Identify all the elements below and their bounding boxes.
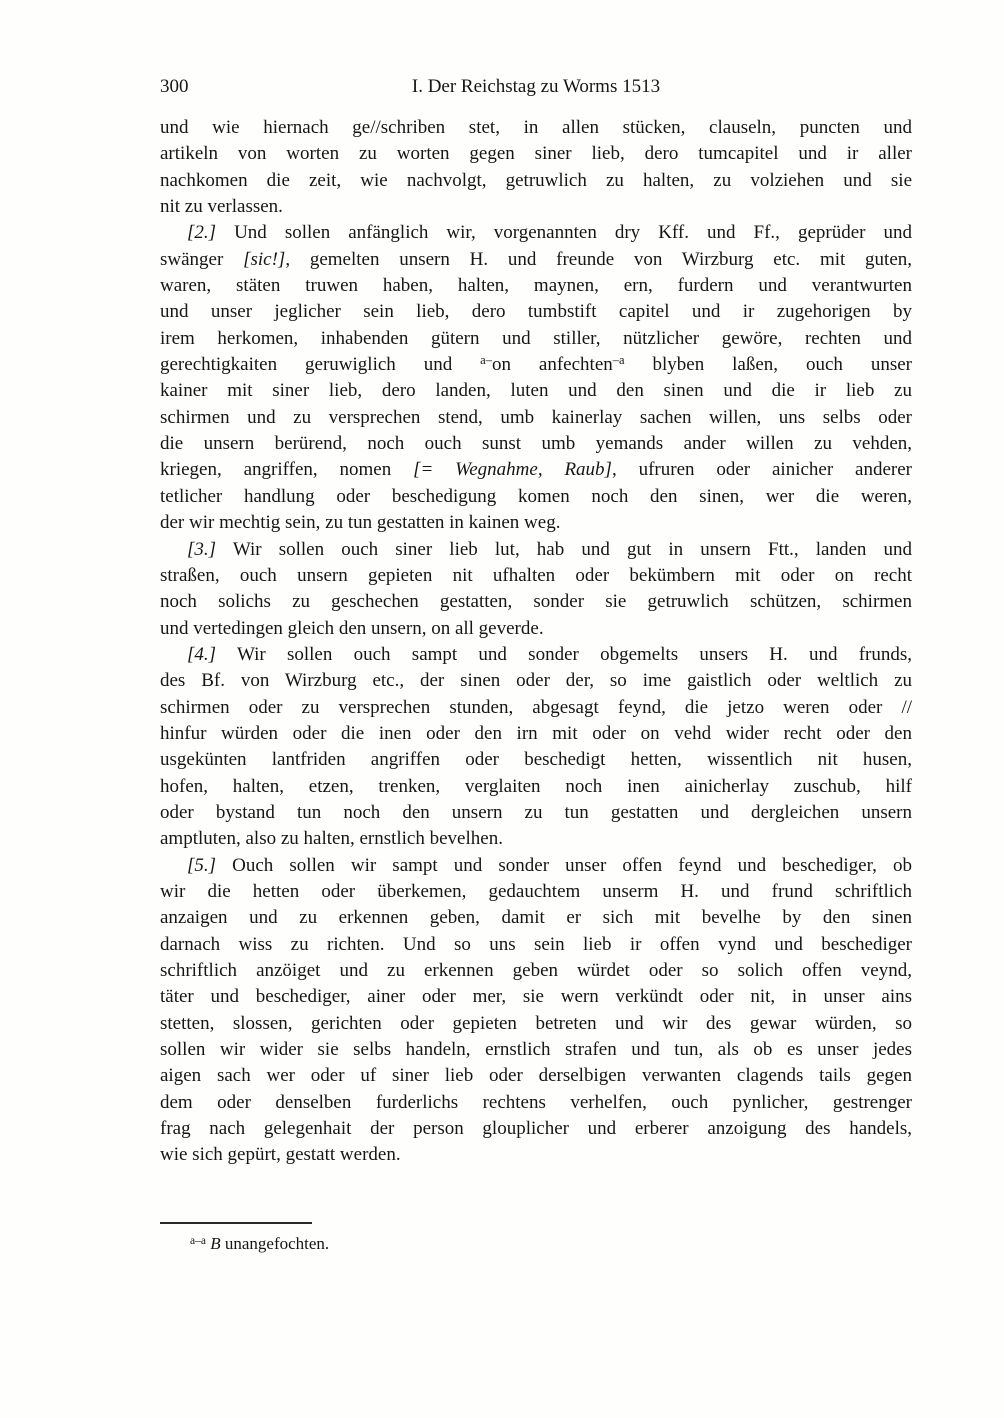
text-segment: [= Wegnahme, Raub]: [413, 459, 612, 481]
body-text: [160, 115, 912, 1169]
text-line: [160, 1090, 912, 1116]
text-segment: aigen sach wer oder uf siner lieb oder derselbigen verwanten clagends tails gegen: [160, 1065, 912, 1087]
text-segment: die unsern berürend, noch ouch sunst umb yemands ander willen zu vehden,: [160, 433, 912, 455]
text-line: [160, 642, 912, 668]
text-line: [160, 721, 912, 747]
text-segment: [2.]: [187, 222, 217, 244]
footnote-text: [160, 1232, 912, 1256]
text-segment: stetten, slossen, gerichten oder gepieten betreten und wir des gewar würden, so: [160, 1012, 912, 1034]
text-segment: Ouch sollen wir sampt und sonder unser offen feynd und beschediger, ob: [216, 854, 912, 876]
text-segment: und unser jeglicher sein lieb, dero tumbstift capitel und ir zugehorigen by: [160, 301, 912, 323]
text-segment: straßen, ouch unsern gepieten nit ufhalten oder bekümbern mit oder on recht: [160, 564, 912, 586]
page-number: 300: [160, 76, 189, 97]
text-line: [160, 352, 912, 378]
text-segment: unangefochten.: [220, 1233, 330, 1253]
apparatus-siglum: a–a: [190, 1234, 206, 1247]
text-line: [160, 273, 912, 299]
text-line: [160, 616, 912, 642]
text-segment: darnach wiss zu richten. Und so uns sein lieb ir offen vynd und beschediger: [160, 933, 912, 955]
text-segment: kriegen, angriffen, nomen: [160, 459, 414, 481]
text-line: [160, 220, 912, 246]
text-line: [160, 299, 912, 325]
text-segment: wir die hetten oder überkemen, gedauchtem unserm H. und frund schriftlich: [160, 880, 912, 902]
text-segment: [4.]: [187, 643, 217, 665]
text-line: [160, 905, 912, 931]
text-line: [160, 1142, 912, 1168]
running-title: I. Der Reichstag zu Worms 1513: [411, 76, 661, 97]
text-line: [160, 958, 912, 984]
text-line: [160, 932, 912, 958]
text-segment: , ufruren oder ainicher anderer: [611, 459, 913, 481]
text-segment: on anfechten: [491, 354, 613, 376]
text-segment: gerechtigkaiten geruwiglich und: [160, 354, 481, 376]
text-segment: sollen wir wider sie selbs handeln, ernstlich strafen und tun, als ob es unser jedes: [160, 1039, 912, 1061]
text-line: [160, 1116, 912, 1142]
text-line: [160, 774, 912, 800]
text-segment: Und sollen anfänglich wir, vorgenannten dry Kff. und Ff., geprüder und: [216, 222, 912, 244]
text-segment: kainer mit siner lieb, dero landen, luten und den sinen und die ir lieb zu: [160, 380, 912, 402]
text-segment: täter und beschediger, ainer oder mer, sie wern verkündt oder nit, in unser ains: [160, 986, 912, 1008]
text-line: [160, 537, 912, 563]
text-segment: dem oder denselben furderlichs rechtens verhelfen, ouch pynlicher, gestrenger: [160, 1091, 912, 1113]
text-segment: artikeln von worten zu worten gegen siner lieb, dero tumcapitel und ir aller: [160, 143, 912, 165]
text-line: [160, 247, 912, 273]
text-line: [160, 695, 912, 721]
text-segment: des Bf. von Wirzburg etc., der sinen oder der, so ime gaistlich oder weltlich zu: [160, 670, 912, 692]
apparatus-siglum: –a: [612, 353, 625, 368]
text-line: [160, 457, 912, 483]
text-line: [160, 115, 912, 141]
text-line: [160, 747, 912, 773]
text-segment: , gemelten unsern H. und freunde von Wirzburg etc. mit guten,: [285, 248, 913, 270]
text-segment: usgekünten lantfriden angriffen oder beschedigt hetten, wissentlich nit husen,: [160, 749, 912, 771]
text-line: [160, 378, 912, 404]
text-line: [160, 668, 912, 694]
text-segment: waren, stäten truwen haben, halten, maynen, ern, furdern und verantwurten: [160, 275, 912, 297]
text-segment: tetlicher handlung oder beschedigung komen noch den sinen, wer die weren,: [160, 485, 912, 507]
text-segment: anzaigen und zu erkennen geben, damit er sich mit bevelhe by den sinen: [160, 907, 912, 929]
text-segment: amptluten, also zu halten, ernstlich bevelhen.: [160, 828, 503, 850]
text-line: [160, 194, 912, 220]
text-line: [160, 879, 912, 905]
text-segment: [3.]: [187, 538, 217, 560]
footnote: [160, 1222, 912, 1256]
footnote-separator-rule: [160, 1222, 312, 1224]
text-line: [160, 431, 912, 457]
text-segment: Wir sollen ouch siner lieb lut, hab und gut in unsern Ftt., landen und: [216, 538, 912, 560]
text-line: [160, 1037, 912, 1063]
text-line: [160, 141, 912, 167]
text-segment: irem herkomen, inhabenden gütern und stiller, nützlicher gewöre, rechten und: [160, 327, 912, 349]
text-segment: und vertedingen gleich den unsern, on all geverde.: [160, 617, 544, 639]
text-segment: nachkomen die zeit, wie nachvolgt, getruwlich zu halten, zu volziehen und sie: [160, 169, 912, 191]
text-segment: frag nach gelegenhait der person glouplicher und erberer anzoigung des handels,: [160, 1118, 912, 1140]
text-segment: schirmen oder zu versprechen stunden, abgesagt feynd, die jetzo weren oder //: [160, 696, 912, 718]
text-segment: B: [210, 1233, 221, 1253]
text-line: [160, 484, 912, 510]
text-segment: schriftlich anzöiget und zu erkennen geben würdet oder so solich offen veynd,: [160, 960, 912, 981]
text-segment: hinfur würden oder die inen oder den irn mit oder on vehd wider recht oder den: [160, 722, 912, 744]
page-header: [160, 76, 912, 104]
text-segment: nit zu verlassen.: [160, 196, 283, 218]
text-line: [160, 1063, 912, 1089]
text-line: [160, 326, 912, 352]
text-line: [160, 826, 912, 852]
text-segment: wie sich gepürt, gestatt werden.: [160, 1144, 401, 1166]
text-line: [160, 589, 912, 615]
text-segment: oder bystand tun noch den unsern zu tun gestatten und dergleichen unsern: [160, 801, 912, 823]
apparatus-siglum: a–: [480, 353, 492, 368]
text-segment: und wie hiernach ge//schriben stet, in allen stücken, clauseln, puncten und: [160, 117, 912, 138]
text-line: [160, 510, 912, 536]
text-segment: hofen, halten, etzen, trenken, verglaiten noch inen ainicherlay zuschub, hilf: [160, 775, 912, 797]
text-line: [160, 405, 912, 431]
text-segment: Wir sollen ouch sampt und sonder obgemelts unsers H. und frunds,: [216, 643, 912, 665]
text-segment: schirmen und zu versprechen stend, umb kainerlay sachen willen, uns selbs oder: [160, 406, 912, 428]
text-segment: der wir mechtig sein, zu tun gestatten in kainen weg.: [160, 512, 561, 534]
text-line: [160, 563, 912, 589]
text-segment: blyben laßen, ouch unser: [624, 354, 913, 376]
text-segment: [5.]: [187, 854, 217, 876]
text-line: [160, 168, 912, 194]
text-segment: swänger: [160, 248, 244, 270]
text-segment: [sic!]: [243, 248, 286, 270]
text-segment: noch solichs zu geschechen gestatten, sonder sie getruwlich schützen, schirmen: [160, 591, 912, 613]
text-line: [160, 800, 912, 826]
text-line: [160, 984, 912, 1010]
text-line: [160, 1011, 912, 1037]
text-line: [160, 853, 912, 879]
